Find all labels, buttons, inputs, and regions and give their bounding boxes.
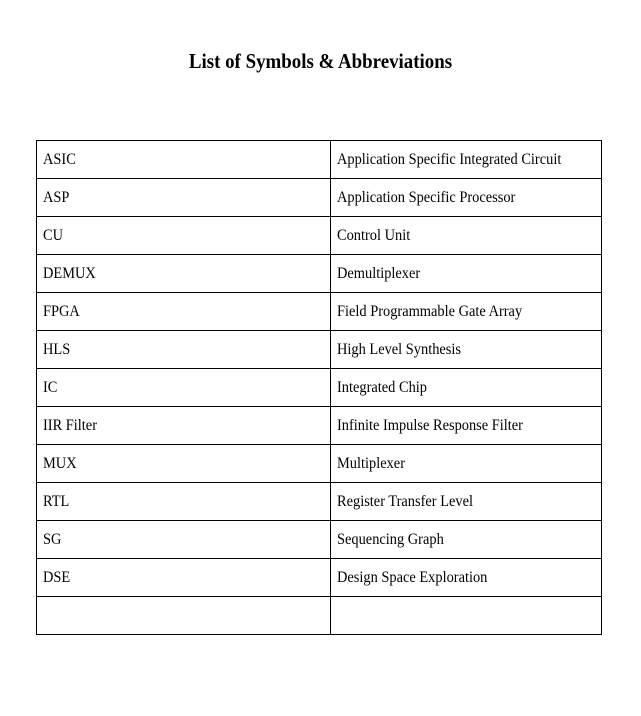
abbreviation-text: FPGA — [43, 302, 80, 320]
table-row — [37, 141, 602, 179]
meaning-text: Design Space Exploration — [337, 568, 488, 586]
table-row — [37, 217, 602, 255]
meaning-cell — [331, 255, 602, 293]
table-row — [37, 293, 602, 331]
table-row — [37, 559, 602, 597]
abbreviation-text: ASP — [43, 188, 70, 206]
table-row — [37, 369, 602, 407]
abbreviation-text: MUX — [43, 454, 77, 472]
meaning-cell — [331, 293, 602, 331]
abbreviation-text: DEMUX — [43, 264, 96, 282]
meaning-cell — [331, 445, 602, 483]
meaning-text: Infinite Impulse Response Filter — [337, 416, 523, 434]
table-row — [37, 407, 602, 445]
abbreviation-cell — [37, 483, 331, 521]
meaning-text: Application Specific Processor — [337, 188, 516, 206]
meaning-text: Control Unit — [337, 226, 411, 244]
abbreviation-text: RTL — [43, 492, 70, 510]
meaning-cell — [331, 331, 602, 369]
table-row-empty — [37, 597, 602, 635]
meaning-text: Demultiplexer — [337, 264, 421, 282]
meaning-cell — [331, 407, 602, 445]
abbreviation-text: HLS — [43, 340, 71, 358]
meaning-text: Integrated Chip — [337, 378, 427, 396]
meaning-text: Multiplexer — [337, 454, 405, 472]
table-row — [37, 445, 602, 483]
meaning-cell — [331, 559, 602, 597]
abbreviations-table — [36, 140, 602, 635]
meaning-cell — [331, 141, 602, 179]
meaning-cell — [331, 521, 602, 559]
abbreviation-cell — [37, 141, 331, 179]
abbreviation-cell — [37, 217, 331, 255]
abbreviation-cell — [37, 255, 331, 293]
meaning-text: High Level Synthesis — [337, 340, 461, 358]
abbreviation-text: DSE — [43, 568, 71, 586]
meaning-cell — [331, 483, 602, 521]
abbreviation-cell — [37, 445, 331, 483]
meaning-text: Sequencing Graph — [337, 530, 444, 548]
page-title: List of Symbols & Abbreviations — [188, 49, 453, 73]
table-row — [37, 331, 602, 369]
abbreviation-cell — [37, 559, 331, 597]
abbreviation-text: CU — [43, 226, 64, 244]
meaning-cell — [331, 369, 602, 407]
meaning-text: Register Transfer Level — [337, 492, 473, 510]
meaning-cell — [331, 217, 602, 255]
table-row — [37, 483, 602, 521]
abbreviation-cell — [37, 331, 331, 369]
abbreviation-cell — [37, 521, 331, 559]
abbreviation-cell — [37, 369, 331, 407]
meaning-text: Application Specific Integrated Circuit — [337, 150, 562, 168]
abbreviation-cell — [37, 597, 331, 635]
abbreviation-text: IC — [43, 378, 58, 396]
abbreviation-cell — [37, 293, 331, 331]
meaning-text: Field Programmable Gate Array — [337, 302, 523, 320]
table-row — [37, 521, 602, 559]
meaning-cell — [331, 179, 602, 217]
abbreviation-cell — [37, 179, 331, 217]
table-row — [37, 179, 602, 217]
abbreviation-text: ASIC — [43, 150, 76, 168]
abbreviation-text: IIR Filter — [43, 416, 97, 434]
abbreviation-text: SG — [43, 530, 62, 548]
table-row — [37, 255, 602, 293]
meaning-cell — [331, 597, 602, 635]
abbreviation-cell — [37, 407, 331, 445]
